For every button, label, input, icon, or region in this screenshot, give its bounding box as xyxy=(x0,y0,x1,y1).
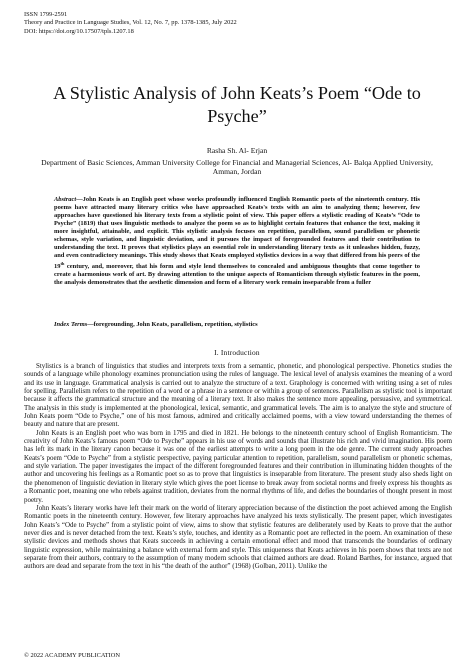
author-name: Rasha Sh. Al- Erjan xyxy=(206,146,268,155)
journal-citation: Theory and Practice in Language Studies, Vol. 12, No. 7, pp. 1378-1385, July 2022 xyxy=(24,19,237,27)
index-terms-label: Index Terms xyxy=(54,321,88,328)
abstract xyxy=(54,196,420,287)
index-terms xyxy=(54,321,420,329)
doi-link[interactable]: DOI: https://doi.org/10.17507/tpls.1207.18 xyxy=(24,27,134,35)
ordinal-suffix: th xyxy=(60,260,65,266)
paragraph: Stylistics is a branch of linguistics that studies and interprets texts from a semantic, phonetic, and phonological perspective. Phonetics studies the sounds of a language while phonology examines pronunciation using the rules of language. The lexical level of analysis examines the meaning of a word and its use in language. Grammatical analysis is carried out to analyze the structure of a text. Graphology is concerned with writing using a set of rules for spelling. Parallelism refers to the repetition of a word or a phrase in a sentence or within a group of sentences. Parallelism as stylistic tool is important because it affects the grammatical structure and the meaning of a literary text. It also makes the sentence more appealing, persuasive, and symmetrical. The analysis in this study is implemented at the phonological, lexical, semantic, and grammatical levels. The aim is to analyze the style and structure of John Keats poem “Ode to Psyche,” one of his most famous, admired and critically acclaimed poems, with a view toward understanding the themes of beauty and nature that are present. xyxy=(24,362,452,429)
paragraph: John Keats is an English poet who was born in 1795 and died in 1821. He belongs to the nineteenth century school of English Romanticism. The creativity of John Keats’s famous poem “Ode to Psyche” appears in his use of words and sounds that illustrate his rich and vivid imagination. His poem has left its mark in the literary canon because it was one of the earliest attempts to write a long poem in the ode genre. The current study approaches Keats’s poem “Ode to Psyche” from a stylistic perspective, paying particular attention to repetition, parallelism, sound parallelism or phonetic schemas, and style variation. The paper investigates the impact of the different foregrounded features and their contribution in illuminating hidden thoughts of the author and uncovering his feelings as a Romantic poet so as to prove that linguistics is inseparable from literature. The present study also sheds light on the phenomenon of linguistic deviation in literary style which gives the poet license to break away from societal norms and freely express his thoughts as a Romantic poet, meaning one who rebels against tradition, deviates from the normal rhythms of life, and defies the boundaries of thought present in most poetry. xyxy=(24,428,452,504)
paragraph: John Keats’s literary works have left their mark on the world of literary appreciation because of the distinction the poet achieved among the English Romantic poets in the nineteenth century. However, few literary approaches have analyzed his texts stylistically. The present paper, which investigates John Keats’s “Ode to Psyche” from a stylistic point of view, aims to show that stylistic features are deliberately used by Keats to prove that the author never dies and is never detached from the text. Keats’s style, touches, and identity as a Romantic poet are reflected in the poem. An examination of these stylistic devices and methods shows that Keats succeeds in achieving a certain emotional effect and mood that transcends the boundaries of ordinary linguistic expression, while maintaining a balance with external form and style. This uniqueness that Keats achieves in his poem shows that texts are not separate from their authors, contrary to the assumption of many modern schools that claimed authors are dead. Roland Barthes, for instance, argued that authors are dead and separate from the text in his “the death of the author” (1968) (Golban, 2011). Unlike the xyxy=(24,503,452,571)
index-terms-text: —foregrounding, John Keats, parallelism, repetition, stylistics xyxy=(87,321,258,328)
issn-line: ISSN 1799-2591 xyxy=(24,11,68,18)
article-title: A Stylistic Analysis of John Keats’s Poem “Ode to Psyche” xyxy=(53,83,421,126)
journal-masthead xyxy=(24,11,454,36)
author-block xyxy=(30,146,444,177)
author-affiliation: Department of Basic Sciences, Amman University College for Financial and Managerial Sciences, Al- Balqa Applied University, Amman, Jordan xyxy=(41,157,433,177)
abstract-text: —John Keats is an English poet whose works profoundly influenced English Romantic poets of the nineteenth century. His poems have attracted many literary critics who have approached Keats's texts with an aim to analyzing them; however, few approaches have questioned his literary texts from a stylistic point of view. This paper offers a stylistic reading of Keats’s “Ode to Psyche” (1819) that uses linguistic methods to analyze the poem so as to highlight certain features that enhance the text, making it more insightful, attainable, and explicit. This stylistic analysis focuses on repetition, parallelism, sound parallelism or phonetic schemas, style variation, and linguistic deviation, and it pursues the impact of foregrounded features and their contribution to understanding the text. It proves that stylistics plays an essential role in understanding literary texts as it unleashes hidden, fuzzy, and even contradictory meanings. This study shows that Keats employed stylistics devices in a way that differed from his peers of the 19th century, and, moreover, that his form and style lend themselves to concealed and ambiguous thoughts that come together to create a harmonious work of art. By drawing attention to the unique aspects of Romanticism through stylistic features in the poem, the analysis demonstrates that the aesthetic dimension and form of a literary work remain inseparable from a fuller xyxy=(54,196,420,286)
abstract-label: Abstract xyxy=(54,196,77,203)
section-heading: I. Introduction xyxy=(214,348,260,357)
page-footer: © 2022 ACADEMY PUBLICATION xyxy=(24,652,121,659)
introduction-body xyxy=(24,362,452,571)
